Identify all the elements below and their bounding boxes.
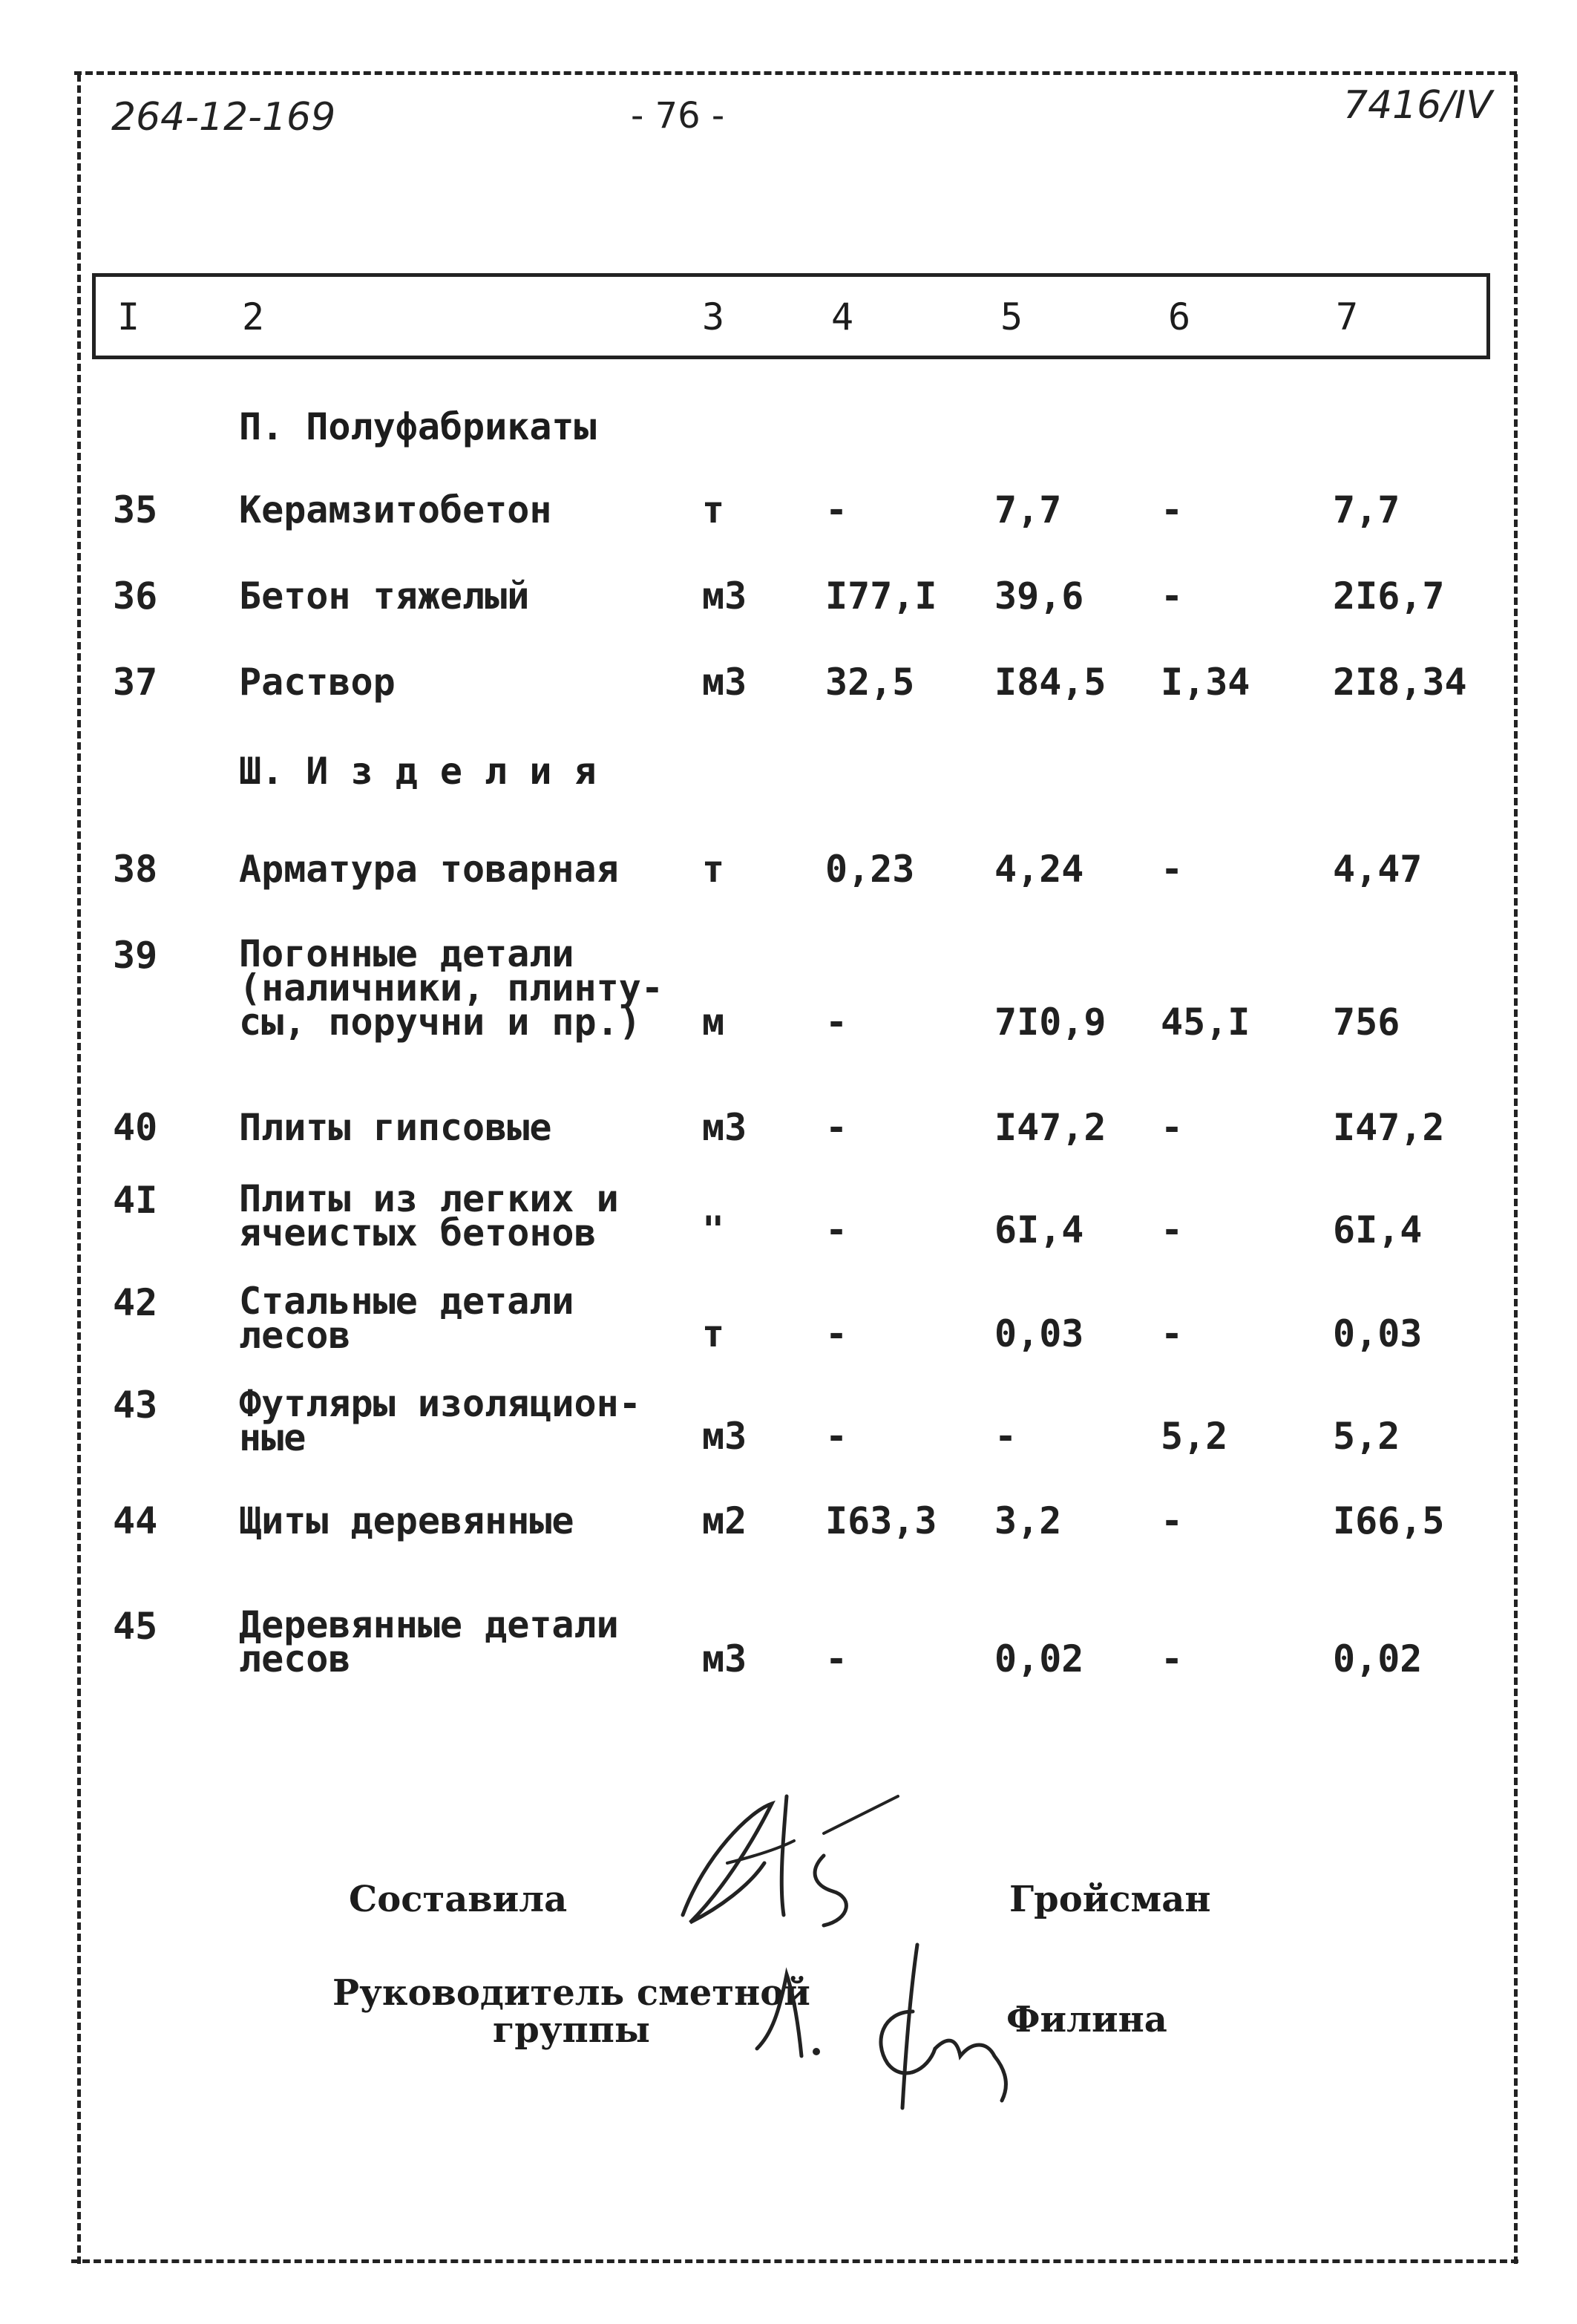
value-col7: 2I6,7 <box>1333 575 1445 618</box>
group-head-name: Филина <box>1006 1999 1167 2040</box>
document-code: 264-12-169 <box>111 95 336 140</box>
signature-compiled-by <box>638 1767 920 1945</box>
value-col6: 45,I <box>1161 1001 1250 1044</box>
row-number: 44 <box>113 1499 158 1542</box>
row-number: 36 <box>113 575 158 618</box>
value-col4: - <box>825 1415 848 1458</box>
column-header-4: 4 <box>831 295 854 338</box>
row-number: 39 <box>113 934 158 977</box>
value-col6: I,34 <box>1161 661 1250 704</box>
compiled-by-label: Составила <box>349 1879 568 1920</box>
item-unit: м3 <box>702 1637 747 1680</box>
row-number: 35 <box>113 488 158 531</box>
value-col4: - <box>825 1312 848 1355</box>
row-number: 40 <box>113 1106 158 1149</box>
item-name: Раствор <box>239 661 396 704</box>
item-name: Стальные детали лесов <box>239 1280 574 1357</box>
item-name: Керамзитобетон <box>239 488 552 531</box>
value-col7: I47,2 <box>1333 1106 1445 1149</box>
column-header-3: 3 <box>702 295 725 338</box>
row-number: 43 <box>113 1384 158 1427</box>
column-header-5: 5 <box>1000 295 1023 338</box>
value-col7: 2I8,34 <box>1333 661 1467 704</box>
item-name: Погонные детали (наличники, плинту- сы, поручни и пр.) <box>239 932 663 1044</box>
value-col7: 0,03 <box>1333 1312 1423 1355</box>
value-col4: - <box>825 1106 848 1149</box>
value-col4: I63,3 <box>825 1499 937 1542</box>
item-name: Щиты деревянные <box>239 1499 574 1542</box>
value-col6: - <box>1161 1106 1184 1149</box>
value-col4: - <box>825 1001 848 1044</box>
value-col5: 0,02 <box>994 1637 1084 1680</box>
value-col6: - <box>1161 575 1184 618</box>
value-col7: 0,02 <box>1333 1637 1423 1680</box>
item-unit: " <box>702 1208 725 1251</box>
item-unit: т <box>702 488 725 531</box>
value-col6: - <box>1161 488 1184 531</box>
value-col4: - <box>825 1637 848 1680</box>
value-col5: 0,03 <box>994 1312 1084 1355</box>
value-col4: I77,I <box>825 575 937 618</box>
item-unit: м3 <box>702 661 747 704</box>
item-name: Бетон тяжелый <box>239 575 530 618</box>
value-col4: - <box>825 1208 848 1251</box>
item-unit: м3 <box>702 1106 747 1149</box>
item-unit: т <box>702 848 725 891</box>
item-name: Плиты гипсовые <box>239 1106 552 1149</box>
item-unit: м3 <box>702 575 747 618</box>
item-name: Арматура товарная <box>239 848 619 891</box>
value-col5: 39,6 <box>994 575 1084 618</box>
value-col4: - <box>825 488 848 531</box>
row-number: 38 <box>113 848 158 891</box>
column-header-1: I <box>117 295 140 338</box>
value-col7: 6I,4 <box>1333 1208 1423 1251</box>
value-col7: I66,5 <box>1333 1499 1445 1542</box>
column-header-6: 6 <box>1168 295 1191 338</box>
row-number: 45 <box>113 1605 158 1648</box>
column-header-box <box>92 273 1490 359</box>
group-head-label: Руководитель сметной группы <box>332 1972 810 2051</box>
item-unit: м2 <box>702 1499 747 1542</box>
frame-top-border <box>74 71 1517 75</box>
row-number: 4I <box>113 1179 158 1222</box>
item-name: Футляры изоляцион- ные <box>239 1382 641 1459</box>
signature-group-head <box>727 1930 1054 2123</box>
value-col5: 3,2 <box>994 1499 1062 1542</box>
compiled-by-name: Гройсман <box>1009 1879 1211 1920</box>
section-title: Ш. И з д е л и я <box>239 750 597 793</box>
frame-left-border <box>77 74 81 2264</box>
value-col6: - <box>1161 1208 1184 1251</box>
value-col7: 5,2 <box>1333 1415 1400 1458</box>
value-col7: 756 <box>1333 1001 1400 1044</box>
page-number: - 76 - <box>631 95 725 137</box>
column-header-2: 2 <box>242 295 265 338</box>
value-col7: 7,7 <box>1333 488 1400 531</box>
value-col5: I84,5 <box>994 661 1106 704</box>
value-col5: 7,7 <box>994 488 1062 531</box>
section-title: П. Полуфабрикаты <box>239 405 597 448</box>
value-col6: - <box>1161 1499 1184 1542</box>
value-col5: I47,2 <box>994 1106 1106 1149</box>
value-col5: - <box>994 1415 1017 1458</box>
value-col6: - <box>1161 848 1184 891</box>
value-col6: - <box>1161 1312 1184 1355</box>
value-col7: 4,47 <box>1333 848 1423 891</box>
value-col4: 0,23 <box>825 848 915 891</box>
item-name: Плиты из легких и ячеистых бетонов <box>239 1177 619 1254</box>
registry-code: 7416/IV <box>1343 83 1492 128</box>
value-col6: 5,2 <box>1161 1415 1228 1458</box>
column-header-7: 7 <box>1336 295 1359 338</box>
value-col5: 4,24 <box>994 848 1084 891</box>
frame-right-border <box>1514 74 1518 2264</box>
value-col6: - <box>1161 1637 1184 1680</box>
frame-bottom-border <box>71 2259 1518 2263</box>
value-col5: 6I,4 <box>994 1208 1084 1251</box>
item-unit: м <box>702 1001 725 1044</box>
item-unit: м3 <box>702 1415 747 1458</box>
value-col4: 32,5 <box>825 661 915 704</box>
row-number: 42 <box>113 1281 158 1324</box>
item-unit: т <box>702 1312 725 1355</box>
row-number: 37 <box>113 661 158 704</box>
item-name: Деревянные детали лесов <box>239 1603 619 1680</box>
value-col5: 7I0,9 <box>994 1001 1106 1044</box>
